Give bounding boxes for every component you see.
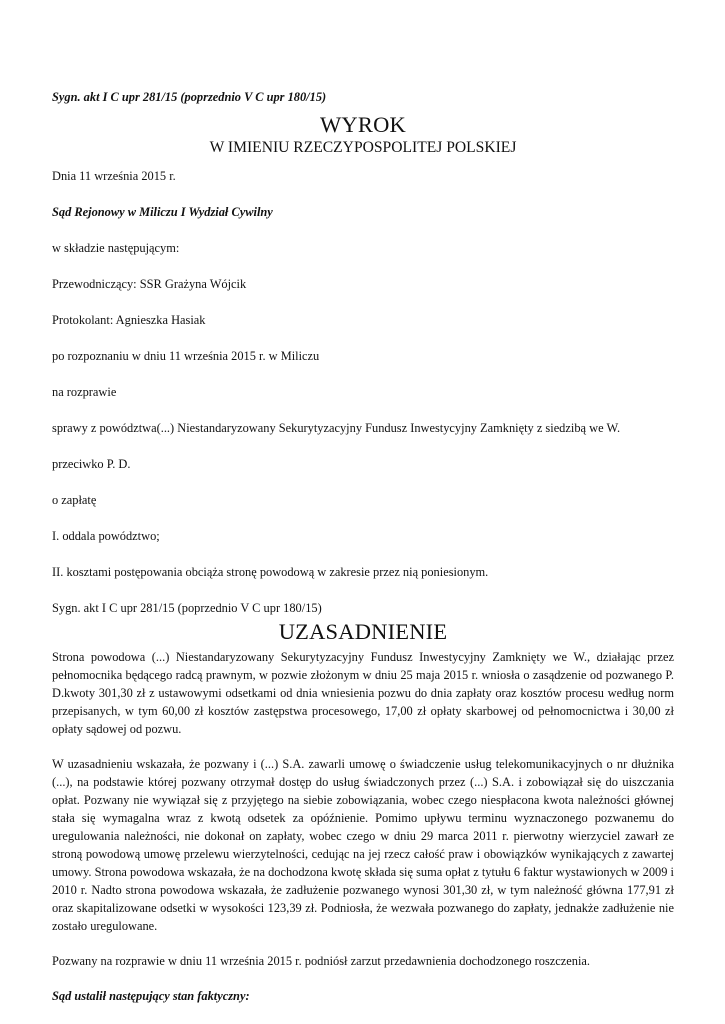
judgment-date: Dnia 11 września 2015 r. (52, 169, 176, 183)
hearing-type: na rozprawie (52, 385, 117, 399)
justification-paragraph-2: W uzasadnieniu wskazała, że pozwany i (...) S.A. zawarli umowę o świadczenie usług telekomunikacyjnych o nr dłużnika (...), na podstawie której pozwany otrzymał dostęp do usług świadczonych przez (...) S.A. i zobowiązał się do uiszczania opłat. Pozwany nie wywiązał się z przyjętego na siebie zobowiązania, wobec czego niespłacona kwota należności głównej stała się wymagalna wraz z kwotą odsetek za opóźnienie. Pomimo upływu terminu wyznaczonego pozwanemu do uregulowania należności, nie dokonał on zapłaty, wobec czego w dniu 29 marca 2011 r. pierwotny wierzyciel zawarł ze stroną powodową umowę przelewu wierzytelności, cedując na jej rzecz całość praw i obowiązków wynikających z zawartej umowy. Strona powodowa wskazała, że na dochodzona kwotę składa się suma opłat z tytułu 6 faktur wystawionych w 2009 i 2010 r. Nadto strona powodowa wskazała, że zadłużenie pozwanego wynosi 301,30 zł, w tym należność główna 177,91 zł oraz skapitalizowane odsetki w wysokości 123,39 zł. Podniosła, że wezwała pozwanego do zapłaty, jednakże zadłużenie nie zostało uregulowane. (52, 757, 674, 933)
case-subject: o zapłatę (52, 493, 97, 507)
facts-heading: Sąd ustalił następujący stan faktyczny: (52, 989, 250, 1003)
hearing-info: po rozpoznaniu w dniu 11 września 2015 r. w Miliczu (52, 349, 320, 363)
ruling-point-1: I. oddala powództwo; (52, 529, 160, 543)
defendant-line: przeciwko P. D. (52, 457, 131, 471)
justification-title: UZASADNIENIE (278, 619, 448, 644)
case-reference-top: Sygn. akt I C upr 281/15 (poprzednio V C upr 180/15) (52, 90, 327, 104)
ruling-point-2: II. kosztami postępowania obciąża stronę powodową w zakresie przez nią poniesionym. (52, 565, 489, 579)
justification-paragraph-3: Pozwany na rozprawie w dniu 11 września 2015 r. podniósł zarzut przedawnienia dochodzonego roszczenia. (52, 954, 590, 968)
composition-label: w składzie następującym: (52, 241, 180, 255)
judgment-title: WYROK (320, 112, 406, 137)
plaintiff-line: sprawy z powództwa(...) Niestandaryzowany Sekurytyzacyjny Fundusz Inwestycyjny Zamknięty z siedzibą we W. (52, 421, 621, 435)
judgment-subtitle: W IMIENIU RZECZYPOSPOLITEJ POLSKIEJ (209, 139, 517, 156)
justification-paragraph-1: Strona powodowa (...) Niestandaryzowany Sekurytyzacyjny Fundusz Inwestycyjny Zamknięty we W., działając przez pełnomocnika będącego radcą prawnym, w pozwie złożonym w dniu 25 maja 2015 r. wniosła o zasądzenie od pozwanego P. D.kwoty 301,30 zł z ustawowymi odsetkami od dnia wniesienia pozwu do dnia zapłaty oraz kosztów procesu według norm przepisanych, w tym 60,00 zł kosztów zastępstwa procesowego, 17,00 zł opłaty skarbowej od pełnomocnictwa i 30,00 zł opłaty sądowej od pozwu. (52, 650, 674, 736)
document-page (52, 88, 674, 1023)
presiding-judge: Przewodniczący: SSR Grażyna Wójcik (52, 277, 247, 291)
court-clerk: Protokolant: Agnieszka Hasiak (52, 313, 206, 327)
case-reference-bottom: Sygn. akt I C upr 281/15 (poprzednio V C upr 180/15) (52, 601, 322, 615)
court-name: Sąd Rejonowy w Miliczu I Wydział Cywilny (52, 205, 273, 219)
